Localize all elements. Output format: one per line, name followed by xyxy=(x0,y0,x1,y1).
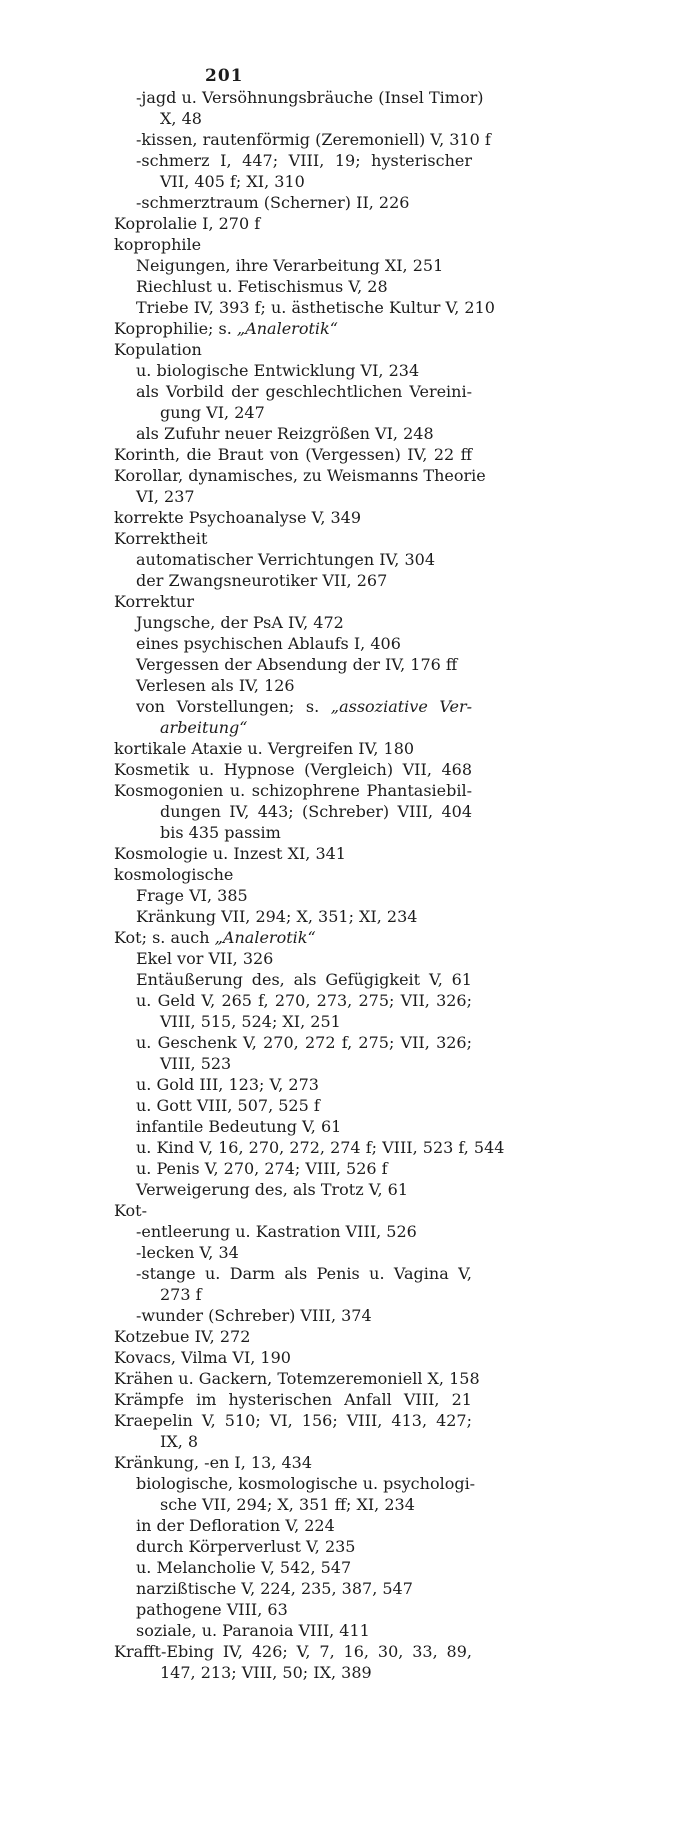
index-line xyxy=(114,1348,291,1368)
index-line xyxy=(136,277,388,297)
index-line xyxy=(114,508,361,528)
index-line-italic-ref: „Analerotik“ xyxy=(214,928,316,947)
index-line xyxy=(160,823,281,843)
index-line xyxy=(160,1495,415,1515)
index-line xyxy=(136,1264,472,1284)
index-line xyxy=(136,676,295,696)
index-line-text: Entäußerung des, als Gefügigkeit V, 61 xyxy=(136,970,472,989)
index-line-text: von Vorstellungen; s. xyxy=(136,697,331,716)
index-line xyxy=(114,466,486,486)
index-line-text: Kot; s. auch xyxy=(114,928,215,947)
index-line-text: pathogene VIII, 63 xyxy=(136,1600,288,1619)
index-line-text: u. Penis V, 270, 274; VIII, 526 f xyxy=(136,1159,388,1178)
index-line-text: -schmerztraum (Scherner) II, 226 xyxy=(136,193,410,212)
index-line-text: 147, 213; VIII, 50; IX, 389 xyxy=(160,1663,372,1682)
index-line xyxy=(160,1663,372,1683)
index-line-text: -jagd u. Versöhnungsbräuche (Insel Timor) xyxy=(136,88,484,107)
index-line-text: IX, 8 xyxy=(160,1432,199,1451)
index-line-text: Korinth, die Braut von (Vergessen) IV, 22 ff xyxy=(114,445,472,464)
index-line xyxy=(136,1621,370,1641)
index-line xyxy=(114,844,346,864)
index-line xyxy=(114,235,201,255)
index-line xyxy=(136,1138,504,1158)
index-line xyxy=(136,1222,417,1242)
index-line xyxy=(114,529,207,549)
index-line xyxy=(136,1075,319,1095)
index-line xyxy=(114,1411,472,1431)
index-line-text: als Vorbild der geschlechtlichen Vereini- xyxy=(136,382,472,401)
index-line-text: -lecken V, 34 xyxy=(136,1243,239,1262)
index-line-text: in der Defloration V, 224 xyxy=(136,1516,335,1535)
index-line-text: -entleerung u. Kastration VIII, 526 xyxy=(136,1222,417,1241)
index-line-text: u. Melancholie V, 542, 547 xyxy=(136,1558,352,1577)
index-line-text: -stange u. Darm als Penis u. Vagina V, xyxy=(136,1264,472,1283)
index-line xyxy=(136,382,472,402)
index-line xyxy=(136,991,472,1011)
index-line-text: Frage VI, 385 xyxy=(136,886,248,905)
index-line-text: VIII, 523 xyxy=(160,1054,232,1073)
index-line-text: infantile Bedeutung V, 61 xyxy=(136,1117,342,1136)
index-line-text: Kosmologie u. Inzest XI, 341 xyxy=(114,844,346,863)
index-line xyxy=(136,634,401,654)
index-line-text: korrekte Psychoanalyse V, 349 xyxy=(114,508,362,527)
index-line xyxy=(136,1474,475,1494)
index-line-text: Kraepelin V, 510; VI, 156; VIII, 413, 427; xyxy=(114,1411,472,1430)
index-line-text: u. Geld V, 265 f, 270, 273, 275; VII, 326; xyxy=(136,991,472,1010)
index-line-text: durch Körperverlust V, 235 xyxy=(136,1537,356,1556)
index-line xyxy=(136,571,387,591)
index-line-text: kortikale Ataxie u. Vergreifen IV, 180 xyxy=(114,739,415,758)
index-line xyxy=(114,1369,480,1389)
index-line-text: Jungsche, der PsA IV, 472 xyxy=(136,613,344,632)
index-line-text: u. Gott VIII, 507, 525 f xyxy=(136,1096,320,1115)
index-line-text: dungen IV, 443; (Schreber) VIII, 404 xyxy=(160,802,472,821)
index-line-text: Verlesen als IV, 126 xyxy=(136,676,295,695)
index-line-text: Kotzebue IV, 272 xyxy=(114,1327,251,1346)
index-line-text: biologische, kosmologische u. psychologi- xyxy=(136,1474,476,1493)
index-line xyxy=(114,592,194,612)
index-line-text: -wunder (Schreber) VIII, 374 xyxy=(136,1306,372,1325)
index-line xyxy=(114,1390,472,1410)
index-line xyxy=(136,298,495,318)
index-line xyxy=(114,739,414,759)
index-line xyxy=(114,1642,472,1662)
index-line-text: X, 48 xyxy=(160,109,202,128)
index-line xyxy=(136,1306,372,1326)
index-line xyxy=(136,1558,351,1578)
index-line xyxy=(136,697,472,717)
index-line xyxy=(114,781,472,801)
index-line xyxy=(114,1327,250,1347)
index-line-text: sche VII, 294; X, 351 ff; XI, 234 xyxy=(160,1495,415,1514)
index-line-text: als Zufuhr neuer Reizgrößen VI, 248 xyxy=(136,424,434,443)
index-line-text: -schmerz I, 447; VIII, 19; hysterischer xyxy=(136,151,472,170)
index-line xyxy=(160,1012,341,1032)
index-line-text: Ekel vor VII, 326 xyxy=(136,949,274,968)
index-line-text: soziale, u. Paranoia VIII, 411 xyxy=(136,1621,370,1640)
index-line-text: Koprophilie; s. xyxy=(114,319,237,338)
index-line-text: Korrektheit xyxy=(114,529,208,548)
index-line-text: Kosmogonien u. schizophrene Phantasiebil- xyxy=(114,781,472,800)
index-line xyxy=(114,1201,147,1221)
index-line xyxy=(114,319,338,339)
index-line xyxy=(160,403,265,423)
index-line-text: Kränkung, -en I, 13, 434 xyxy=(114,1453,312,1472)
index-line xyxy=(136,256,443,276)
index-line-text: Kovacs, Vilma VI, 190 xyxy=(114,1348,291,1367)
index-line xyxy=(136,1180,408,1200)
index-line-text: koprophile xyxy=(114,235,202,254)
index-line xyxy=(114,1453,312,1473)
index-line-text: Kosmetik u. Hypnose (Vergleich) VII, 468 xyxy=(114,760,472,779)
index-line-text: -kissen, rautenförmig (Zeremoniell) V, 310 f xyxy=(136,130,491,149)
index-line xyxy=(136,424,434,444)
index-line xyxy=(136,88,483,108)
index-line xyxy=(114,214,260,234)
index-line-text: u. Gold III, 123; V, 273 xyxy=(136,1075,319,1094)
page-number: 201 xyxy=(205,66,244,86)
index-line xyxy=(136,1159,388,1179)
index-line xyxy=(136,1537,355,1557)
index-line-text: automatischer Verrichtungen IV, 304 xyxy=(136,550,436,569)
index-line-text: bis 435 passim xyxy=(160,823,281,842)
index-line-italic-ref: „assoziative Ver- xyxy=(330,697,473,716)
index-line xyxy=(136,1579,413,1599)
index-line xyxy=(136,130,491,150)
index-line-text: Neigungen, ihre Verarbeitung XI, 251 xyxy=(136,256,444,275)
index-line-text: Krafft-Ebing IV, 426; V, 7, 16, 30, 33, 89, xyxy=(114,1642,472,1661)
index-line-text: u. Geschenk V, 270, 272 f, 275; VII, 326; xyxy=(136,1033,472,1052)
index-line-text: Krämpfe im hysterischen Anfall VIII, 21 xyxy=(114,1390,472,1409)
index-line-text: Krähen u. Gackern, Totemzeremoniell X, 158 xyxy=(114,1369,480,1388)
index-line-text: Korollar, dynamisches, zu Weismanns Theorie xyxy=(114,466,486,485)
index-line-text: Kopulation xyxy=(114,340,202,359)
index-line-text: 273 f xyxy=(160,1285,202,1304)
index-line xyxy=(136,487,195,507)
index-line xyxy=(136,151,472,171)
index-line-text: Verweigerung des, als Trotz V, 61 xyxy=(136,1180,409,1199)
index-line-text: Kränkung VII, 294; X, 351; XI, 234 xyxy=(136,907,418,926)
index-line xyxy=(136,1117,341,1137)
index-line-italic-ref: „Analerotik“ xyxy=(236,319,338,338)
index-line xyxy=(160,1432,198,1452)
index-line-text: kosmologische xyxy=(114,865,234,884)
index-line xyxy=(136,613,344,633)
index-line-text: Riechlust u. Fetischismus V, 28 xyxy=(136,277,388,296)
index-line-text: der Zwangsneurotiker VII, 267 xyxy=(136,571,388,590)
index-line xyxy=(136,1033,472,1053)
index-line-text: Koprolalie I, 270 f xyxy=(114,214,261,233)
index-line xyxy=(114,760,472,780)
index-line xyxy=(160,1285,202,1305)
index-line xyxy=(114,340,202,360)
index-line-text: Kot- xyxy=(114,1201,147,1220)
index-line-text: VI, 237 xyxy=(136,487,195,506)
index-line xyxy=(160,718,247,738)
index-line xyxy=(136,949,273,969)
index-line xyxy=(136,1600,288,1620)
index-line-text: VII, 405 f; XI, 310 xyxy=(160,172,305,191)
index-line xyxy=(136,970,472,990)
index-line-text: Vergessen der Absendung der IV, 176 ff xyxy=(136,655,458,674)
index-line xyxy=(136,1516,335,1536)
index-line xyxy=(160,802,472,822)
index-line xyxy=(114,865,233,885)
index-line-italic-ref: arbeitung“ xyxy=(160,718,248,737)
index-line xyxy=(136,1096,320,1116)
index-line-text: VIII, 515, 524; XI, 251 xyxy=(160,1012,341,1031)
index-line xyxy=(136,361,419,381)
index-line-text: Triebe IV, 393 f; u. ästhetische Kultur V, 210 xyxy=(136,298,495,317)
index-line-text: gung VI, 247 xyxy=(160,403,265,422)
index-line xyxy=(160,109,202,129)
index-line-text: u. Kind V, 16, 270, 272, 274 f; VIII, 523 f, 544 xyxy=(136,1138,505,1157)
index-line xyxy=(114,445,472,465)
index-line xyxy=(136,907,417,927)
index-line-text: u. biologische Entwicklung VI, 234 xyxy=(136,361,420,380)
index-line xyxy=(160,172,305,192)
index-line-text: narzißtische V, 224, 235, 387, 547 xyxy=(136,1579,413,1598)
index-line xyxy=(114,928,316,948)
index-line xyxy=(136,1243,239,1263)
index-line xyxy=(136,886,248,906)
index-line xyxy=(160,1054,231,1074)
index-line-text: eines psychischen Ablaufs I, 406 xyxy=(136,634,401,653)
index-line xyxy=(136,193,409,213)
index-line xyxy=(136,655,457,675)
index-line-text: Korrektur xyxy=(114,592,194,611)
index-line xyxy=(136,550,435,570)
